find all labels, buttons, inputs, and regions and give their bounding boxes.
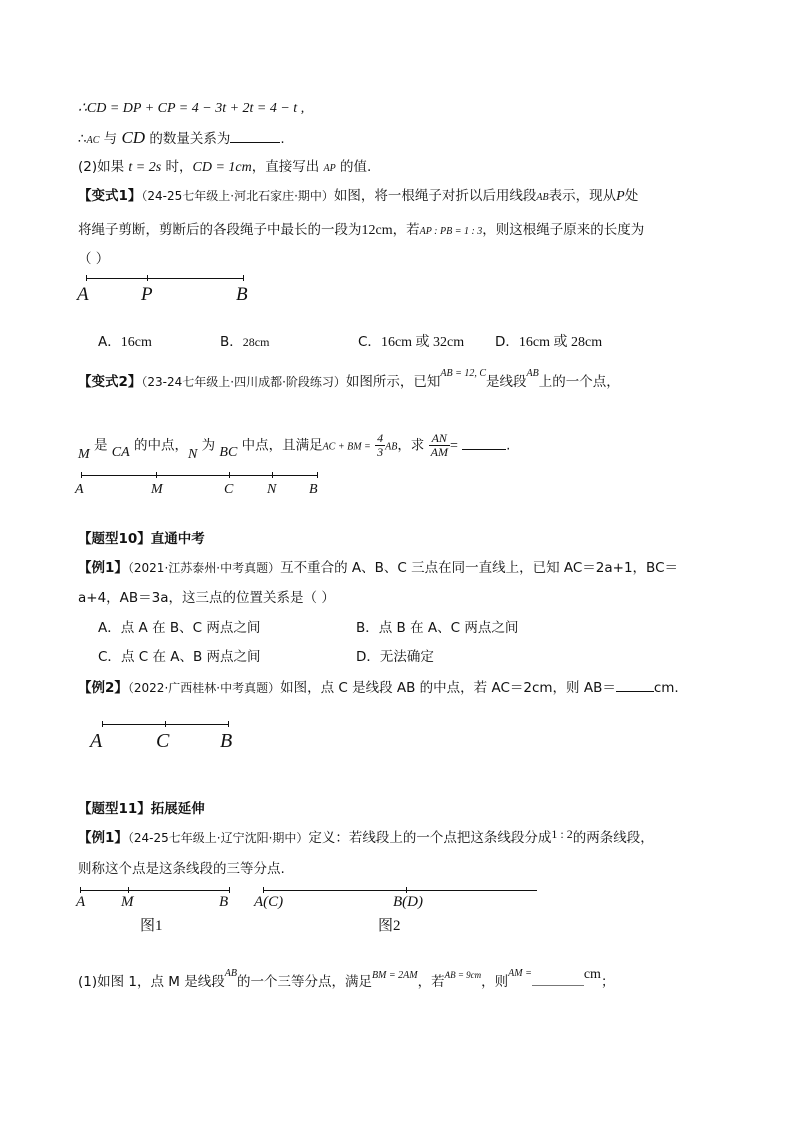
text-satisfy: 中点，且满足	[237, 437, 323, 454]
ratio-ap-pb: AP : PB = 1 : 3	[419, 226, 483, 237]
tick-m	[128, 887, 129, 893]
longest-length: 12cm	[361, 223, 393, 238]
variant-1-text-a: 如图，将一根绳子对折以后用线段	[333, 188, 537, 204]
label-m: M	[121, 894, 134, 910]
variant-1-text-c: 处	[624, 188, 639, 204]
frac-numerator: AN	[429, 432, 450, 446]
option-text: 16cm 或 32cm	[380, 335, 465, 350]
tick-a	[81, 472, 82, 478]
segment-line-ab	[80, 890, 229, 891]
point-p: P	[616, 189, 625, 204]
condition-ab-c: AB = 12, C	[440, 368, 487, 379]
equation-bm-am: BM = 2AM	[371, 970, 418, 981]
answer-blank-ab	[616, 679, 654, 692]
equation-cd: ∴CD = DP + CP = 4 − 3t + 2t = 4 − t ,	[78, 101, 305, 116]
variant-1-text-d: 将绳子剪断，剪断后的各段绳子中最长的一段为	[78, 222, 362, 238]
equation-lhs: AC + BM =	[322, 441, 371, 453]
label-b: B	[220, 730, 233, 752]
option-letter: C．	[98, 649, 121, 665]
ab-length: AB = 9cm	[444, 970, 482, 980]
segment-line-ab	[86, 278, 243, 279]
type-10-example-1-line-2: a+4，AB＝3a，这三点的位置关系是（ ）	[78, 590, 335, 606]
variant-2-text-a: 如图所示，已知	[345, 374, 441, 390]
option-letter: B．	[356, 620, 379, 636]
variant-1-text-b: 表示，现从	[548, 188, 617, 204]
segment-cd: CD	[121, 128, 146, 147]
fraction-an-am	[429, 432, 450, 459]
option-letter: B．	[220, 334, 243, 350]
option-letter: D．	[356, 649, 380, 665]
question-2-line	[78, 155, 800, 176]
tick-a	[80, 887, 81, 893]
example-1-option-d[interactable]	[356, 645, 800, 665]
text-relation: 的数量关系为	[145, 131, 231, 147]
variant-1-option-d[interactable]	[495, 330, 800, 351]
type-10-example-2	[78, 676, 800, 696]
label-b: B	[219, 894, 229, 910]
text-find: ，求	[397, 437, 425, 454]
variant-1-line-2	[78, 218, 800, 239]
variant-2-text-c: 上的一个点，	[538, 374, 620, 390]
label-p: P	[141, 284, 153, 305]
frac-denominator: 3	[377, 445, 384, 459]
segment-ab: AB	[224, 968, 237, 979]
tick-m	[156, 472, 157, 478]
therefore-symbol: ∴	[78, 131, 87, 147]
example-1-source: （24-25七年级上·辽宁沈阳·期中）	[127, 831, 309, 845]
option-text: 无法确定	[379, 649, 434, 665]
segment-line	[263, 890, 537, 891]
option-letter: C．	[358, 334, 381, 350]
label-a: A	[76, 894, 86, 910]
segment-ab: AB	[385, 441, 398, 453]
variant-1-paren: （ ）	[78, 251, 110, 267]
text-when: 时，	[161, 159, 193, 175]
text-write: ，直接写出	[251, 159, 324, 175]
label-m: M	[151, 482, 163, 497]
option-text: 点 B 在 A、C 两点之间	[378, 620, 519, 636]
frac-denominator: AM	[430, 445, 448, 459]
option-text: 28cm	[242, 335, 270, 349]
label-c: C	[224, 482, 234, 497]
solution-line-relation	[78, 127, 800, 148]
option-text: 16cm 或 28cm	[518, 335, 603, 350]
answer-blank-relation	[230, 130, 280, 143]
text-is: 是	[89, 437, 112, 454]
semicolon: ；	[600, 974, 615, 990]
variant-1-text-e: ，若	[392, 222, 420, 238]
definition-text-a: 定义：若线段上的一个点把这条线段分成	[308, 830, 552, 846]
segment-ac: AC	[86, 135, 100, 146]
option-text: 点 C 在 A、B 两点之间	[120, 649, 261, 665]
question-1-text-d: ，则	[481, 974, 509, 990]
label-a-c: A(C)	[254, 894, 284, 910]
label-a: A	[77, 284, 89, 305]
period: .	[506, 437, 511, 454]
period: .	[280, 131, 285, 147]
example-2-text: 如图，点 C 是线段 AB 的中点，若 AC＝2cm，则 AB＝	[280, 680, 616, 696]
option-text: 16cm	[120, 335, 152, 350]
tick-b	[317, 472, 318, 478]
label-a: A	[90, 730, 103, 752]
question-1-text-a: (1)如图 1，点 M 是线段	[78, 974, 225, 990]
option-letter: D．	[495, 334, 519, 350]
option-text: 点 A 在 B、C 两点之间	[120, 620, 261, 636]
example-2-tag: 【例2】	[78, 680, 128, 696]
type-10-example-1-line-1	[78, 556, 800, 576]
ratio-one-two: 1 : 2	[551, 827, 573, 841]
tick-a	[86, 275, 87, 281]
unit-cm: cm.	[653, 680, 679, 696]
example-1-text: 互不重合的 A、B、C 三点在同一直线上，已知 AC＝2a+1，BC＝	[280, 560, 679, 576]
time-value: t = 2s	[128, 160, 162, 175]
type-11-example-1-line-2: 则称这个点是这条线段的三等分点.	[78, 861, 285, 877]
answer-blank-ratio	[462, 437, 506, 450]
segment-bc: BC	[219, 444, 238, 460]
text-value: 的值.	[335, 159, 372, 175]
example-1-tag: 【例1】	[78, 560, 128, 576]
variant-1-line-1	[78, 184, 800, 205]
tick-a	[102, 721, 103, 727]
example-1-option-b[interactable]	[356, 616, 800, 636]
equals-sign: =	[449, 438, 458, 454]
section-title-type-10: 【题型10】直通中考	[78, 531, 205, 547]
figure-2-caption: 图2	[378, 918, 401, 934]
answer-blank-am	[532, 973, 584, 986]
segment-ab: AB	[536, 192, 549, 203]
variant-2-line-2	[78, 431, 800, 462]
label-n: N	[267, 482, 277, 497]
variant-1-source: （24-25七年级上·河北石家庄·期中）	[141, 189, 334, 203]
label-a: A	[75, 482, 84, 497]
tick-b	[243, 275, 244, 281]
text-and: 与	[99, 131, 122, 147]
definition-text-b: 的两条线段，	[572, 830, 654, 846]
example-1-source: （2021·江苏泰州·中考真题）	[127, 561, 281, 575]
variant-2-line-1	[78, 370, 800, 390]
segment-ca: CA	[111, 444, 130, 460]
tick-b	[229, 887, 230, 893]
label-b-d: B(D)	[393, 894, 423, 910]
solution-line-cd	[78, 100, 800, 117]
am-equals: AM =	[508, 968, 532, 979]
question-2-prefix: (2)如果	[78, 159, 129, 175]
tick-b	[228, 721, 229, 727]
question-1-text-b: 的一个三等分点，满足	[236, 974, 372, 990]
tick-ac	[263, 887, 264, 893]
point-m: M	[78, 446, 90, 462]
label-b: B	[309, 482, 318, 497]
section-title-type-11: 【题型11】拓展延伸	[78, 801, 205, 817]
option-letter: A．	[98, 620, 121, 636]
tick-p	[147, 275, 148, 281]
tick-c	[165, 721, 166, 727]
unit-cm: cm	[583, 967, 601, 982]
variant-2-source: （23-24七年级上·四川成都·阶段练习）	[141, 375, 346, 389]
point-n: N	[187, 446, 198, 462]
figure-1-caption: 图1	[140, 918, 163, 934]
label-c: C	[156, 730, 170, 752]
text-as: 为	[197, 437, 220, 454]
tick-n	[272, 472, 273, 478]
text-midpoint: 的中点，	[129, 437, 188, 454]
segment-ap: AP	[323, 163, 336, 174]
question-1-text-c: ，若	[417, 974, 445, 990]
variant-2-tag: 【变式2】	[78, 374, 142, 390]
tick-bd	[406, 887, 407, 893]
type-11-question-1	[78, 967, 800, 991]
label-b: B	[236, 284, 248, 305]
frac-numerator: 4	[377, 431, 384, 445]
fraction-four-thirds	[375, 432, 385, 459]
cd-length: CD = 1cm	[192, 160, 252, 175]
example-1-tag: 【例1】	[78, 830, 128, 846]
example-2-source: （2022·广西桂林·中考真题）	[127, 681, 281, 695]
variant-1-tag: 【变式1】	[78, 188, 142, 204]
variant-2-text-b: 是线段	[486, 374, 527, 390]
variant-1-text-f: ，则这根绳子原来的长度为	[482, 222, 645, 238]
segment-ab: AB	[526, 368, 539, 379]
tick-c	[229, 472, 230, 478]
option-letter: A．	[98, 334, 121, 350]
type-11-example-1-line-1	[78, 826, 800, 846]
segment-line	[81, 475, 318, 476]
